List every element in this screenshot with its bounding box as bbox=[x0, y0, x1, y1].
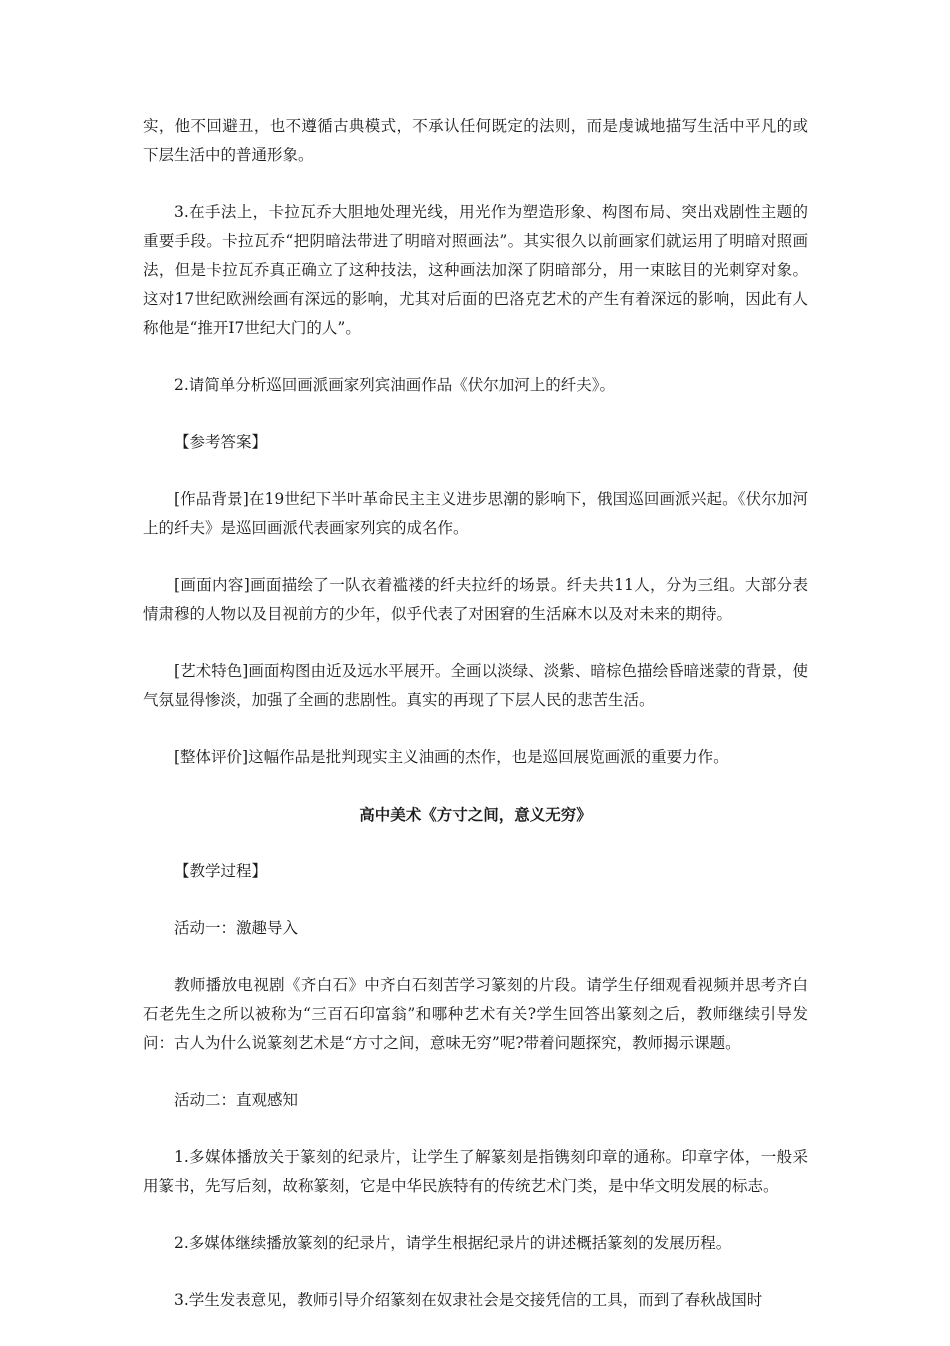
answer-background: [作品背景]在19世纪下半叶革命民主主义进步思潮的影响下，俄国巡回画派兴起。《伏尔加河上的纤夫》是巡回画派代表画家列宾的成名作。 bbox=[143, 490, 808, 537]
activity-2-item-3: 3.学生发表意见，教师引导介绍篆刻在奴隶社会是交接凭信的工具，而到了春秋战国时 bbox=[174, 1291, 763, 1309]
paragraph-technique: 3.在手法上，卡拉瓦乔大胆地处理光线，用光作为塑造形象、构图布局、突出戏剧性主题的重要手段。卡拉瓦乔“把阴暗法带进了明暗对照画法”。其实很久以前画家们就运用了明暗对照画法，但是卡拉瓦乔真正确立了这种技法，这种画法加深了阴暗部分，用一束眩目的光刺穿对象。这对17世纪欧洲绘画有深远的影响，尤其对后面的巴洛克艺术的产生有着深远的影响，因此有人称他是“推开I7世纪大门的人”。 bbox=[143, 203, 808, 337]
answer-evaluation: [整体评价]这幅作品是批判现实主义油画的杰作，也是巡回展览画派的重要力作。 bbox=[174, 748, 729, 766]
reference-answer-heading: 【参考答案】 bbox=[174, 433, 268, 451]
paragraph-continuation: 实，他不回避丑，也不遵循古典模式，不承认任何既定的法则，而是虔诚地描写生活中平凡的或下层生活中的普通形象。 bbox=[143, 117, 808, 164]
answer-content: [画面内容]画面描绘了一队衣着褴褛的纤夫拉纤的场景。纤夫共11人，分为三组。大部分表情肃穆的人物以及目视前方的少年，似乎代表了对困窘的生活麻木以及对未来的期待。 bbox=[143, 576, 808, 623]
activity-2-item-2: 2.多媒体继续播放篆刻的纪录片，请学生根据纪录片的讲述概括篆刻的发展历程。 bbox=[174, 1234, 732, 1252]
activity-2-item-1: 1.多媒体播放关于篆刻的纪录片，让学生了解篆刻是指镌刻印章的通称。印章字体，一般采用篆书，先写后刻，故称篆刻，它是中华民族特有的传统艺术门类，是中华文明发展的标志。 bbox=[143, 1148, 808, 1195]
activity-1-heading: 活动一：激趣导入 bbox=[174, 919, 299, 937]
section-title: 高中美术《方寸之间，意义无穷》 bbox=[359, 805, 592, 824]
answer-features: [艺术特色]画面构图由近及远水平展开。全画以淡绿、淡紫、暗棕色描绘昏暗迷蒙的背景，使气氛显得惨淡，加强了全画的悲剧性。真实的再现了下层人民的悲苦生活。 bbox=[143, 662, 808, 709]
teaching-process-heading: 【教学过程】 bbox=[174, 862, 268, 880]
document-page bbox=[143, 112, 808, 1315]
activity-1-text: 教师播放电视剧《齐白石》中齐白石刻苦学习篆刻的片段。请学生仔细观看视频并思考齐白石老先生之所以被称为“三百石印富翁”和哪种艺术有关?学生回答出篆刻之后，教师继续引导发问：古人为什么说篆刻艺术是“方寸之间，意味无穷”呢?带着问题探究，教师揭示课题。 bbox=[143, 976, 808, 1052]
activity-2-heading: 活动二：直观感知 bbox=[174, 1091, 299, 1109]
question-2: 2.请简单分析巡回画派画家列宾油画作品《伏尔加河上的纤夫》。 bbox=[174, 376, 616, 394]
